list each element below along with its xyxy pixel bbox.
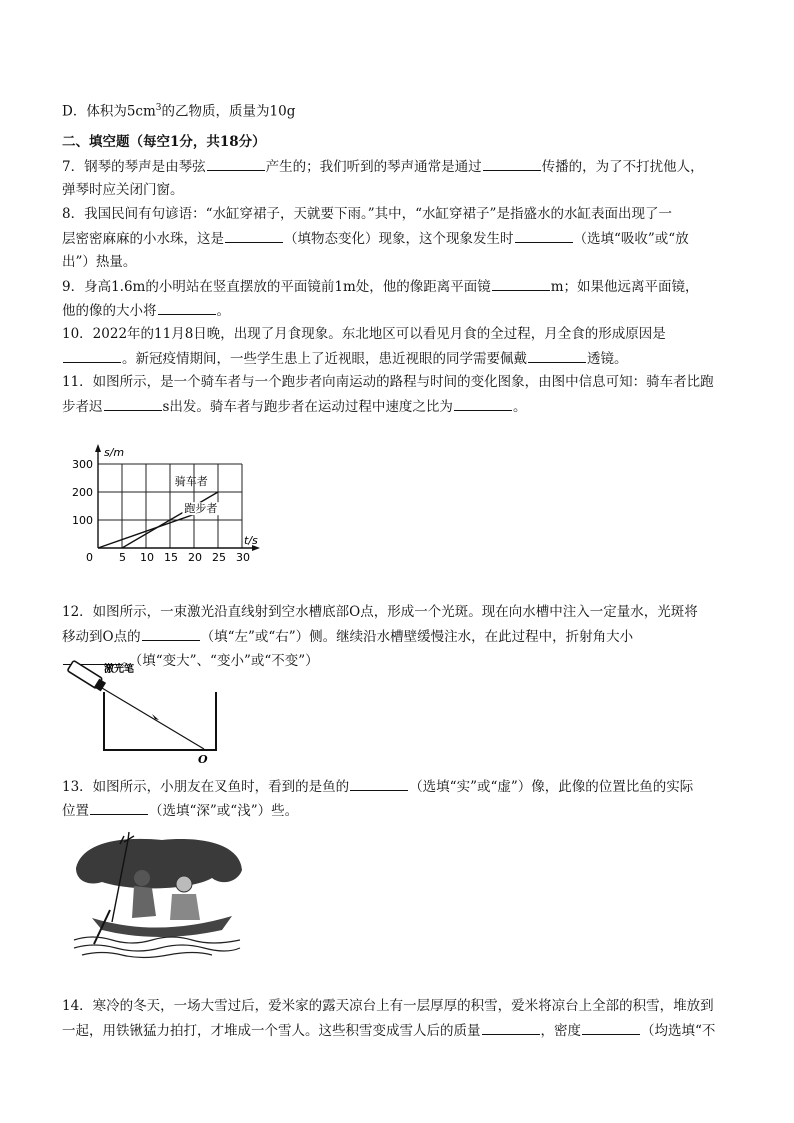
q10-blank2[interactable]: [528, 348, 586, 363]
x-tick-label: 5: [119, 551, 126, 564]
q10-line1: 10．2022年的11月8日晚，出现了月食现象。东北地区可以看见月食的全过程，月全食的形成原因是: [62, 326, 666, 342]
q12-line1: 12．如图所示，一束激光沿直线射到空水槽底部O点，形成一个光斑。现在向水槽中注入一定量水，光斑将: [62, 604, 698, 620]
y-tick-label: 300: [72, 458, 93, 471]
y-tick-label: 200: [72, 486, 93, 499]
q9-line1: 9．身高1.6m的小明站在竖直摆放的平面镜前1m处，他的像距离平面镜 m；如果他远离平面镜，: [62, 276, 699, 297]
q8-blank2[interactable]: [515, 228, 573, 243]
option-d: D．体积为$5cm^3$的乙物质，质量为10g: [62, 103, 296, 120]
q11-blank2[interactable]: [454, 396, 512, 411]
q9-blank1[interactable]: [492, 276, 550, 291]
y-axis-label: s/m: [104, 446, 125, 459]
q11-line2: 步者迟 s出发。骑车者与跑步者在运动过程中速度之比为 。: [62, 396, 526, 417]
q14-blank2[interactable]: [582, 1020, 640, 1035]
water-waves: [74, 937, 240, 958]
x-tick-label: 25: [212, 551, 226, 564]
q13-blank1[interactable]: [350, 776, 408, 791]
distance-time-chart: [68, 432, 264, 564]
laser-pen-label: 激光笔: [104, 664, 134, 675]
fishing-illustration: [72, 834, 244, 962]
chart-series: [98, 474, 222, 548]
q8-line1: 8．我国民间有句谚语：“水缸穿裙子，天就要下雨。”其中，“水缸穿裙子”是指盛水的水缸表面出现了一: [62, 206, 672, 222]
y-tick-label: 100: [72, 514, 93, 527]
q8-line2: 层密密麻麻的小水珠，这是 （填物态变化）现象，这个现象发生时 （选填“吸收”或“放: [62, 228, 689, 249]
x-tick-label: 10: [140, 551, 154, 564]
laser-tank-figure: [64, 658, 224, 766]
q13-blank2[interactable]: [90, 800, 148, 815]
series-label-cyclist: 骑车者: [174, 475, 208, 488]
laser-beam: [102, 688, 204, 749]
q8-line3: 出”）热量。: [62, 254, 137, 270]
x-tick-label: 0: [86, 551, 93, 564]
q10-line2: 。新冠疫情期间，一些学生患上了近视眼，患近视眼的同学需要佩戴 透镜。: [62, 348, 628, 369]
q11-blank1[interactable]: [104, 396, 162, 411]
q11-line1: 11．如图所示，是一个骑车者与一个跑步者向南运动的路程与时间的变化图象，由图中信息可知：骑车者比跑: [62, 374, 714, 390]
section-title: 二、填空题（每空1分，共18分）: [62, 134, 266, 150]
x-tick-label: 15: [164, 551, 178, 564]
q7-blank1[interactable]: [207, 156, 265, 171]
q14-blank1[interactable]: [482, 1020, 540, 1035]
q14-line1: 14．寒冷的冬天，一场大雪过后，爱米家的露天凉台上有一层厚厚的积雪，爱米将凉台上全部的积雪，堆放到: [62, 998, 714, 1014]
q13-line1: 13．如图所示，小朋友在叉鱼时，看到的是鱼的 （选填“实”或“虚”）像，此像的位置比鱼的实际: [62, 776, 693, 797]
water-tank: [104, 692, 216, 750]
y-axis-arrow-icon: [95, 444, 101, 452]
x-tick-label: 30: [236, 551, 250, 564]
q13-line2: 位置 （选填“深”或“浅”）些。: [62, 800, 298, 821]
x-tick-label: 20: [188, 551, 202, 564]
q14-line2: 一起，用铁锹猛力拍打，才堆成一个雪人。这些积雪变成雪人后的质量 ，密度 （均选填“不: [62, 1020, 715, 1041]
q7-line2: 弹琴时应关闭门窗。: [62, 182, 184, 198]
q9-line2: 他的像的大小将 。: [62, 300, 230, 321]
q8-blank1[interactable]: [225, 228, 283, 243]
series-label-runner: 跑步者: [184, 502, 218, 516]
q12-blank1[interactable]: [142, 626, 200, 641]
x-axis-label: t/s: [244, 534, 258, 547]
q9-blank2[interactable]: [158, 300, 216, 315]
q7-line1: 7．钢琴的琴声是由琴弦 产生的；我们听到的琴声通常是通过 传播的，为了不打扰他人，: [62, 156, 704, 177]
q12-line2: 移动到O点的 （填“左”或“右”）侧。继续沿水槽壁缓慢注水，在此过程中，折射角大小: [62, 626, 633, 647]
point-o-label: O: [198, 753, 208, 766]
cloud-icon: [76, 839, 242, 889]
laser-pen-icon: [67, 660, 106, 691]
q7-blank2[interactable]: [483, 156, 541, 171]
q10-blank1[interactable]: [63, 348, 121, 363]
q12-line3: 。（填“变大”、“变小”或“不变”）: [62, 650, 319, 671]
chart-axes: [95, 444, 260, 551]
